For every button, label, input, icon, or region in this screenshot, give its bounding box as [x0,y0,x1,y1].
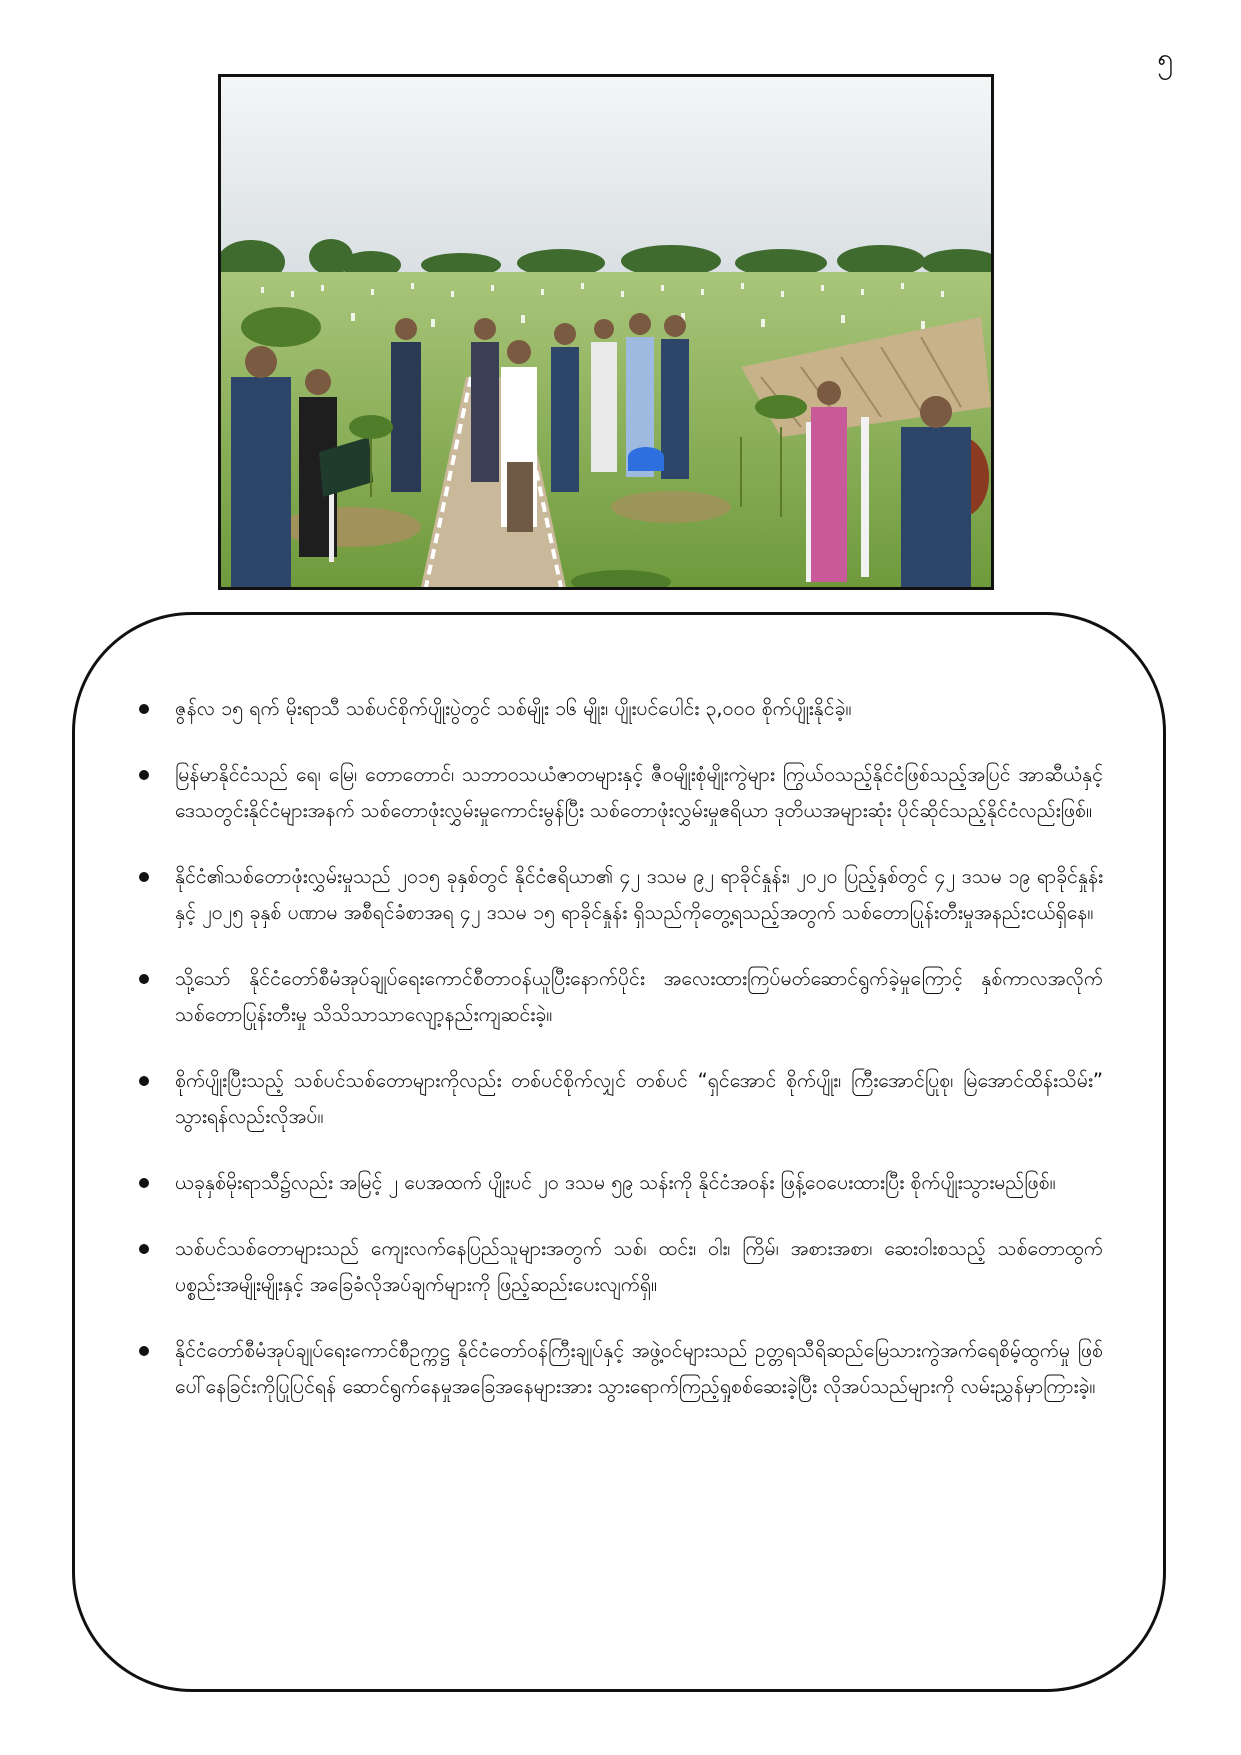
tree-planting-photo [218,74,994,590]
page-number: ၅ [1157,42,1173,75]
bullet-text: နိုင်ငံတော်စီမံအုပ်ချုပ်ရေးကောင်စီဥက္ကဋ္ဌ နိုင်ငံတော်ဝန်ကြီးချုပ်နှင့် အဖွဲ့ဝင်များသည် ဥတ္တရသီရိဆည်မြေသားကွဲအက်ရေစိမ့်ထွက်မှု ဖြစ်ပေါ်နေခြင်းကိုပြုပြင်ရန် ဆောင်ရွက်နေမှုအခြေအနေများအား သွားရောက်ကြည့်ရှုစစ်ဆေးခဲ့ပြီး လိုအပ်သည်များကို လမ်းညွှန်မှာကြားခဲ့။ [175,1339,1103,1398]
bullet-dot-icon [139,1346,149,1356]
bullet-dot-icon [139,872,149,882]
bullet-text: ဇွန်လ ၁၅ ရက် မိုးရာသီ သစ်ပင်စိုက်ပျိုးပွဲတွင် သစ်မျိုး ၁၆ မျိုး၊ ပျိုးပင်ပေါင်း ၃,၀၀၀ စိုက်ပျိုးနိုင်ခဲ့။ [175,697,852,720]
bullet-item [137,1063,1103,1135]
bullet-dot-icon [139,704,149,714]
bullet-text: စိုက်ပျိုးပြီးသည့် သစ်ပင်သစ်တောများကိုလည်း တစ်ပင်စိုက်လျှင် တစ်ပင် “ရှင်အောင် စိုက်ပျိုး၊ ကြီးအောင်ပြုစု၊ မြဲအောင်ထိန်းသိမ်း” သွားရန်လည်းလိုအပ်။ [175,1069,1103,1128]
bullet-item [137,1333,1103,1405]
bullet-dot-icon [139,1244,149,1254]
bullet-dot-icon [139,770,149,780]
bullet-item [137,691,1103,727]
bullet-text: မြန်မာနိုင်ငံသည် ရေ၊ မြေ၊ တောတောင်၊ သဘာဝသယံဇာတများနှင့် ဇီဝမျိုးစုံမျိုးကွဲများ ကြွယ်ဝသည့်နိုင်ငံဖြစ်သည့်အပြင် အာဆီယံနှင့်ဒေသတွင်းနိုင်ငံများအနက် သစ်တောဖုံးလွှမ်းမှုကောင်းမွန်ပြီး သစ်တောဖုံးလွှမ်းမှုဧရိယာ ဒုတိယအများဆုံး ပိုင်ဆိုင်သည့်နိုင်ငံလည်းဖြစ်။ [175,763,1103,822]
bullet-text: နိုင်ငံ၏သစ်တောဖုံးလွှမ်းမှုသည် ၂၀၁၅ ခုနှစ်တွင် နိုင်ငံဧရိယာ၏ ၄၂ ဒသမ ၉၂ ရာခိုင်နှုန်း၊ ၂၀၂၀ ပြည့်နှစ်တွင် ၄၂ ဒသမ ၁၉ ရာခိုင်နှုန်းနှင့် ၂၀၂၅ ခုနှစ် ပဏာမ အစီရင်ခံစာအရ ၄၂ ဒသမ ၁၅ ရာခိုင်နှုန်း ရှိသည်ကိုတွေ့ရသည့်အတွက် သစ်တောပြုန်းတီးမှုအနည်းငယ်ရှိနေ။ [175,865,1103,924]
bullet-text: သစ်ပင်သစ်တောများသည် ကျေးလက်နေပြည်သူများအတွက် သစ်၊ ထင်း၊ ဝါး၊ ကြိမ်၊ အစားအစာ၊ ဆေးဝါးစသည့် သစ်တောထွက်ပစ္စည်းအမျိုးမျိုးနှင့် အခြေခံလိုအပ်ချက်များကို ဖြည့်ဆည်းပေးလျက်ရှိ။ [175,1237,1103,1296]
bullet-item [137,961,1103,1033]
bullet-item [137,1165,1103,1201]
bullet-item [137,757,1103,829]
bullet-text: ယခုနှစ်မိုးရာသီ၌လည်း အမြင့် ၂ ပေအထက် ပျိုးပင် ၂၀ ဒသမ ၅၉ သန်းကို နိုင်ငံအဝန်း ဖြန့်ဝေပေးထားပြီး စိုက်ပျိုးသွားမည်ဖြစ်။ [175,1171,1056,1194]
bullet-dot-icon [139,974,149,984]
bullet-text: သို့သော် နိုင်ငံတော်စီမံအုပ်ချုပ်ရေးကောင်စီတာဝန်ယူပြီးနောက်ပိုင်း အလေးထားကြပ်မတ်ဆောင်ရွက်ခဲ့မှုကြောင့် နှစ်ကာလအလိုက် သစ်တောပြုန်းတီးမှု သိသိသာသာလျော့နည်းကျဆင်းခဲ့။ [175,967,1103,1026]
bullet-item [137,1231,1103,1303]
photo-illustration [221,77,991,587]
bullet-dot-icon [139,1178,149,1188]
bullet-dot-icon [139,1076,149,1086]
bullet-list [137,691,1103,1435]
bullet-item [137,859,1103,931]
summary-box [72,612,1166,1692]
